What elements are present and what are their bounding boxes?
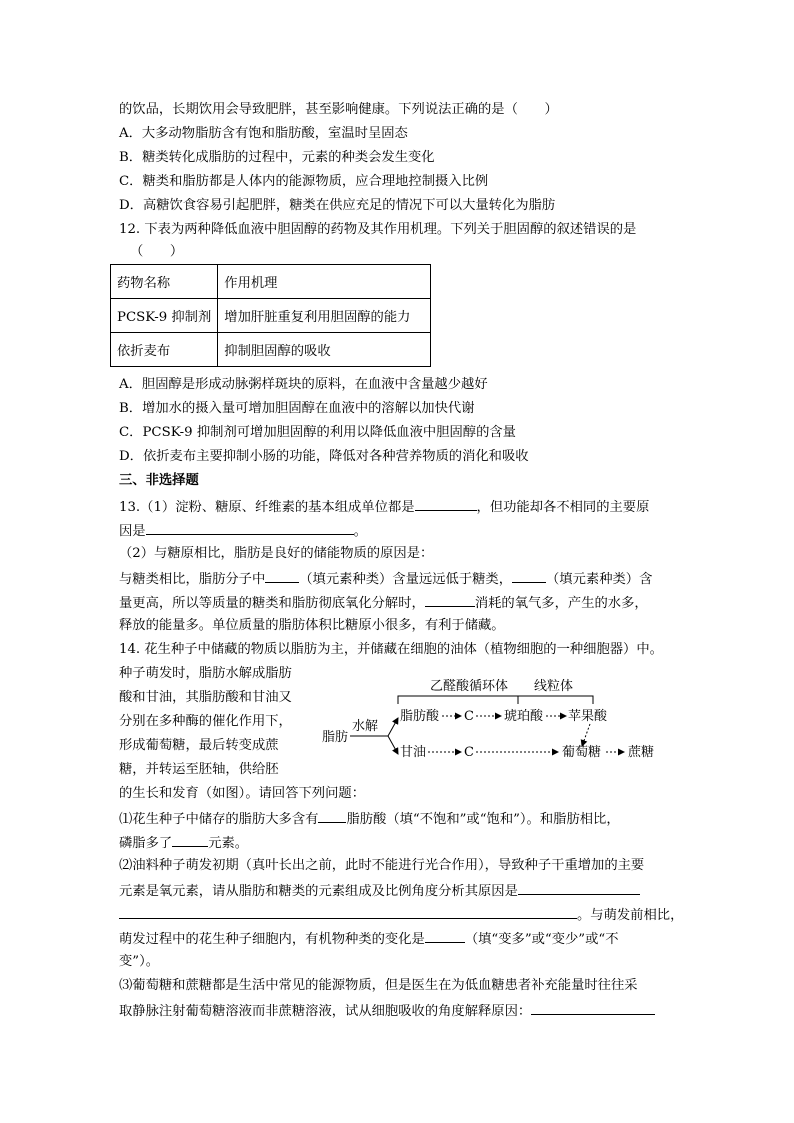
question-14-part-1	[119, 808, 620, 830]
option-d: D．高糖饮食容易引起肥胖，糖类在供应充足的情况下可以大量转化为脂肪	[119, 198, 556, 213]
fatty-acid-label: 脂肪酸	[400, 709, 440, 724]
question-14-part-2d	[119, 928, 619, 950]
answer-blank	[119, 904, 577, 919]
answer-blank	[318, 808, 346, 823]
q13-text: 13.（1）淀粉、糖原、纤维素的基本组成单位都是	[119, 500, 415, 515]
question-12-stem: 12. 下表为两种降低血液中胆固醇的药物及其作用机理。下列关于胆固醇的叙述错误的是	[119, 222, 637, 237]
question-13-line-4	[119, 568, 652, 590]
table-header-row	[111, 265, 431, 299]
question-14-text: 分别在多种酶的催化作用下，	[119, 714, 292, 729]
table-cell: PCSK-9 抑制剂	[111, 299, 218, 333]
table-row	[111, 333, 431, 367]
question-13-line-2	[119, 520, 367, 542]
succinic-label: 琥珀酸	[504, 709, 544, 724]
q14-text: 磷脂多了	[119, 836, 173, 851]
drug-table	[110, 264, 431, 367]
question-14-text: 的生长和发育（如图）。请回答下列问题：	[119, 786, 365, 801]
dotted-arrow	[582, 724, 590, 746]
hydrolysis-label: 水解	[352, 719, 379, 734]
option-a: A．大多动物脂肪含有饱和脂肪酸，室温时呈固态	[119, 126, 408, 141]
q13-text: （填元素种类）含量远远低于糖类，	[299, 572, 513, 587]
section-heading: 三、非选择题	[119, 473, 199, 488]
glucose-label: 葡萄糖	[562, 745, 602, 760]
question-14-part-2b	[119, 880, 640, 902]
q13-text: （填元素种类）含	[546, 572, 653, 587]
mito-label: 线粒体	[534, 679, 574, 694]
q14-text: 。与萌发前相比，	[577, 908, 684, 923]
option-c: C．糖类和脂肪都是人体内的能源物质，应合理地控制摄入比例	[119, 174, 489, 189]
question-14-text: 种子萌发时，脂肪水解成脂肪	[119, 666, 292, 681]
q13-text: 因是	[119, 524, 146, 539]
answer-blank	[425, 928, 465, 943]
answer-blank	[531, 1000, 655, 1015]
cycle-label: 乙醛酸循环体	[430, 679, 509, 694]
q13-text: 与糖类相比，脂肪分子中	[119, 572, 266, 587]
sucrose-label: 蔗糖	[628, 745, 655, 760]
answer-blank	[415, 496, 477, 511]
c-label: C	[464, 709, 474, 724]
q13-text: 消耗的氧气多，产生的水多，	[474, 596, 648, 611]
q13-text: 量更高，所以等质量的糖类和脂肪彻底氧化分解时，	[119, 596, 425, 611]
question-13-part-2: （2）与糖原相比，脂肪是良好的储能物质的原因是：	[119, 546, 434, 561]
q14-text: （填“变多”或“变少”或“不	[464, 932, 619, 947]
table-cell: 抑制胆固醇的吸收	[218, 333, 431, 367]
q14-text: 元素。	[208, 836, 249, 851]
cycle-bracket	[398, 696, 518, 704]
question-14-text: 形成葡萄糖，最后转变成蔗	[119, 738, 279, 753]
q13-text: 。	[353, 524, 367, 539]
q13-text: ，但功能却各不相同的主要原	[476, 500, 650, 515]
question-14-part-2e: 变”）。	[119, 954, 160, 969]
question-13-line-6: 释放的能量多。单位质量的脂肪体积比糖原小很多，有利于储藏。	[119, 618, 505, 633]
question-11-stem-end: 的饮品，长期饮用会导致肥胖，甚至影响健康。下列说法正确的是（ ）	[119, 102, 558, 117]
branch-down-arrow	[388, 736, 398, 754]
q12-option-b: B．增加水的摄入量可增加胆固醇在血液中的溶解以加快代谢	[119, 401, 475, 416]
question-13-line-1	[119, 496, 649, 518]
q14-text: 取静脉注射葡萄糖溶液而非蔗糖溶液，试从细胞吸收的角度解释原因：	[119, 1004, 532, 1019]
table-header-cell: 药物名称	[111, 265, 218, 299]
q12-option-d: D．依折麦布主要抑制小肠的功能，降低对各种营养物质的消化和吸收	[119, 449, 529, 464]
question-14-part-2: ⑵油料种子萌发初期（真叶长出之前，此时不能进行光合作用），导致种子干重增加的主要	[119, 858, 645, 873]
question-14-stem: 14. 花生种子中储藏的物质以脂肪为主，并储藏在细胞的油体（植物细胞的一种细胞器）中。	[119, 642, 663, 657]
answer-blank	[512, 568, 546, 583]
fat-label: 脂肪	[322, 730, 349, 745]
question-13-line-5	[119, 592, 648, 614]
q14-text: 脂肪酸（填“不饱和”或“饱和”）。和脂肪相比，	[346, 812, 620, 827]
question-14-text: 酸和甘油，其脂肪酸和甘油又	[119, 690, 292, 705]
answer-blank	[146, 520, 354, 535]
q12-option-a: A．胆固醇是形成动脉粥样斑块的原料，在血液中含量越少越好	[119, 377, 488, 392]
table-cell: 依折麦布	[111, 333, 218, 367]
answer-blank	[172, 832, 208, 847]
table-row	[111, 299, 431, 333]
question-14-part-1b	[119, 832, 248, 854]
question-12-bracket: （ ）	[130, 244, 184, 259]
metabolism-diagram	[318, 676, 668, 772]
mito-bracket	[518, 696, 593, 704]
malic-label: 苹果酸	[568, 709, 608, 724]
question-14-part-2c	[119, 904, 683, 926]
q14-text: 萌发过程中的花生种子细胞内，有机物种类的变化是	[119, 932, 425, 947]
c-label: C	[464, 745, 474, 760]
question-14-part-3: ⑶葡萄糖和蔗糖都是生活中常见的能源物质，但是医生在为低血糖患者补充能量时往往采	[119, 978, 638, 993]
q12-option-c: C．PCSK-9 抑制剂可增加胆固醇的利用以降低血液中胆固醇的含量	[119, 425, 516, 440]
answer-blank	[265, 568, 299, 583]
table-header-cell: 作用机理	[218, 265, 431, 299]
q14-text: 元素是氧元素，请从脂肪和糖类的元素组成及比例角度分析其原因是	[119, 884, 518, 899]
answer-blank	[518, 880, 640, 895]
option-b: B．糖类转化成脂肪的过程中，元素的种类会发生变化	[119, 150, 435, 165]
answer-blank	[425, 592, 475, 607]
glycerol-label: 甘油	[400, 745, 427, 760]
question-14-text: 糖，并转运至胚轴，供给胚	[119, 762, 279, 777]
table-cell: 增加肝脏重复利用胆固醇的能力	[218, 299, 431, 333]
branch-up-arrow	[388, 718, 398, 736]
q14-text: ⑴花生种子中储存的脂肪大多含有	[119, 812, 319, 827]
question-14-part-3b	[119, 1000, 655, 1022]
